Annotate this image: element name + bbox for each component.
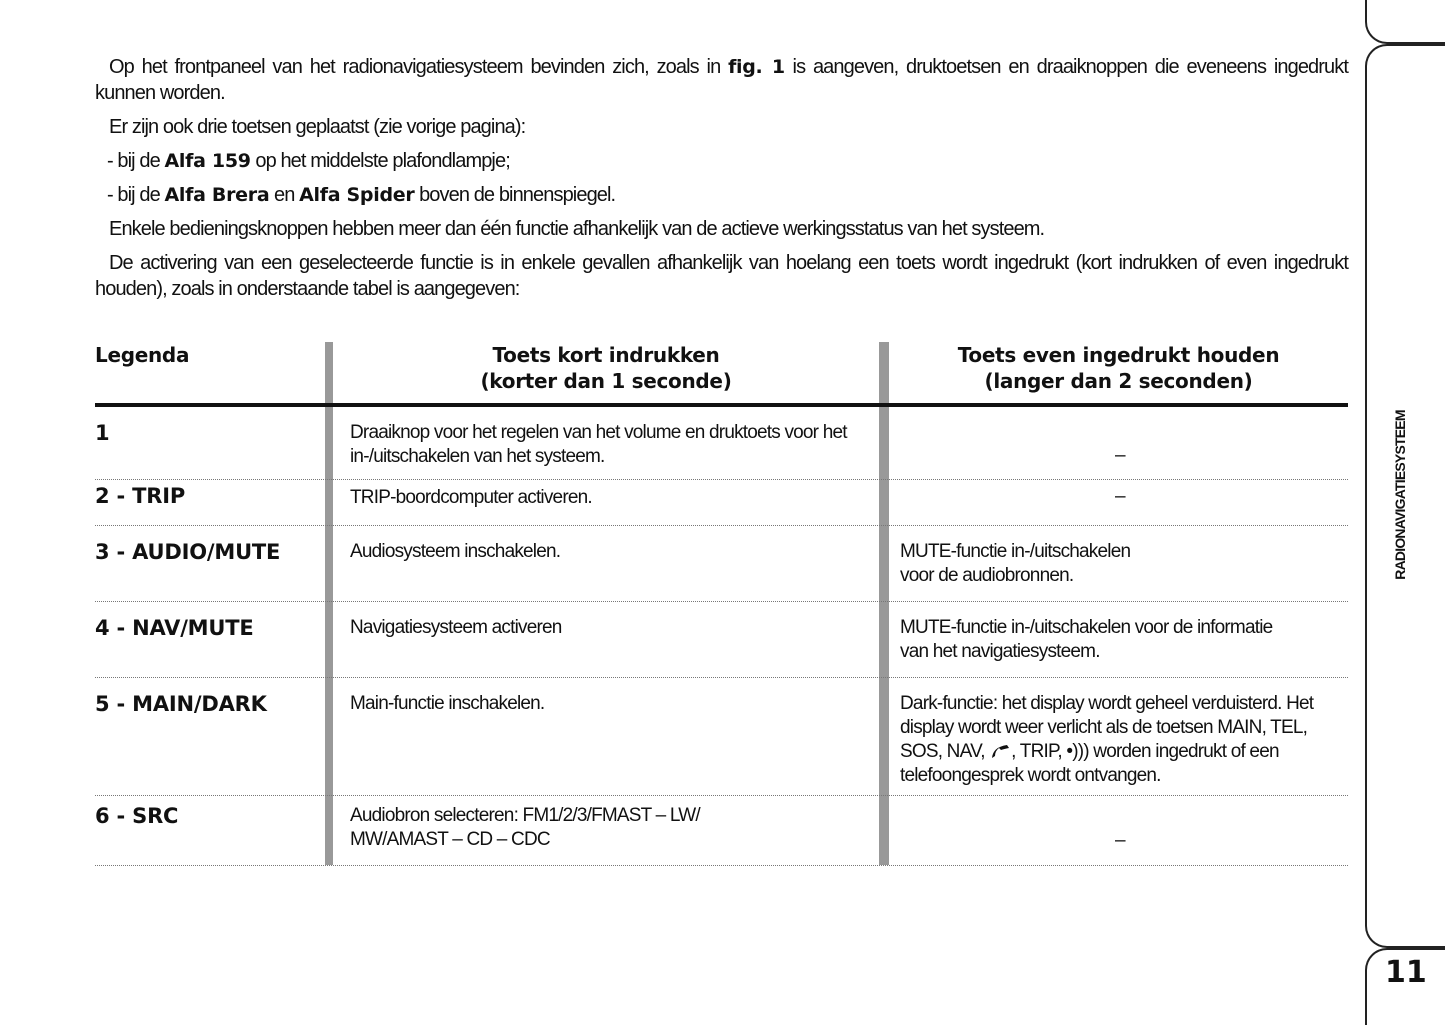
row-short: TRIP-boordcomputer activeren. bbox=[350, 487, 592, 508]
header-line: (korter dan 1 seconde) bbox=[480, 369, 732, 393]
page-number: 11 bbox=[1385, 955, 1427, 990]
row-long: – bbox=[1115, 445, 1126, 466]
text: Op het frontpaneel van het radionavigatiesysteem bevinden zich, zoals in bbox=[109, 56, 729, 78]
table-row bbox=[95, 480, 1348, 526]
row-long: MUTE-functie in-/uitschakelen voor de audiobronnen. bbox=[900, 541, 1131, 586]
paragraph: De activering van een geselecteerde functie is in enkele gevallen afhankelijk van hoelang een toets wordt ingedrukt (kort indrukken of even ingedrukt houden), zoals in onderstaande tabel is aangegeven: bbox=[95, 252, 1348, 300]
phone-icon bbox=[989, 742, 1011, 758]
row-short: Navigatiesysteem activeren bbox=[350, 617, 562, 638]
table-row bbox=[95, 526, 1348, 602]
row-key: 5 - MAIN/DARK bbox=[95, 692, 267, 716]
model-name: Alfa 159 bbox=[164, 150, 251, 172]
row-short: Main-functie inschakelen. bbox=[350, 693, 545, 714]
row-key: 2 - TRIP bbox=[95, 484, 186, 508]
table-row bbox=[95, 407, 1348, 480]
text: boven de binnenspiegel. bbox=[414, 184, 616, 206]
row-short: Audiosysteem inschakelen. bbox=[350, 541, 561, 562]
row-long bbox=[900, 692, 1348, 788]
paragraph bbox=[95, 54, 1348, 106]
figure-ref: fig. 1 bbox=[728, 56, 785, 78]
page-tab bbox=[1365, 0, 1445, 44]
voice-icon: •))) bbox=[1066, 741, 1089, 762]
row-key: 3 - AUDIO/MUTE bbox=[95, 540, 281, 564]
list-item bbox=[95, 148, 1348, 174]
text: - bij de bbox=[107, 150, 165, 172]
text: Dark-functie: het display wordt geheel verduisterd. Het display wordt weer verlicht als de toetsen MAIN, TEL, SOS, NAV, bbox=[900, 693, 1314, 762]
header-line: Toets even ingedrukt houden bbox=[957, 343, 1280, 367]
intro-text bbox=[95, 54, 1348, 310]
functions-table bbox=[95, 340, 1348, 865]
list-item bbox=[95, 182, 1348, 208]
text: op het middelste plafondlampje; bbox=[250, 150, 510, 172]
row-long: – bbox=[1115, 830, 1126, 851]
text: , TRIP, bbox=[1011, 741, 1067, 762]
model-name: Alfa Brera bbox=[164, 184, 270, 206]
section-title: RADIONAVIGATIESYSTEEM bbox=[1392, 410, 1408, 580]
header-short-press bbox=[333, 342, 879, 394]
model-name: Alfa Spider bbox=[299, 184, 415, 206]
text: - bij de bbox=[107, 184, 165, 206]
row-key: 1 bbox=[95, 421, 110, 445]
table-row bbox=[95, 678, 1348, 796]
table-row bbox=[95, 602, 1348, 678]
paragraph: Enkele bedieningsknoppen hebben meer dan één functie afhankelijk van de actieve werkingsstatus van het systeem. bbox=[109, 218, 1045, 240]
row-short: Draaiknop voor het regelen van het volume en druktoets voor het in-/uitschakelen van het systeem. bbox=[350, 422, 847, 467]
table-row bbox=[95, 796, 1348, 866]
header-long-press bbox=[889, 342, 1348, 394]
row-long: – bbox=[1115, 486, 1126, 507]
text: en bbox=[269, 184, 300, 206]
header-legenda: Legenda bbox=[95, 343, 190, 367]
row-short: Audiobron selecteren: FM1/2/3/FMAST – LW/ MW/AMAST – CD – CDC bbox=[350, 805, 700, 850]
row-key: 4 - NAV/MUTE bbox=[95, 616, 254, 640]
text: worden ingedrukt of een telefoongesprek wordt ontvangen. bbox=[900, 741, 1279, 786]
header-line: (langer dan 2 seconden) bbox=[984, 369, 1253, 393]
header-line: Toets kort indrukken bbox=[492, 343, 720, 367]
row-key: 6 - SRC bbox=[95, 804, 179, 828]
text: is aangeven, druktoetsen en draaiknoppen die eveneens ingedrukt kunnen worden. bbox=[95, 56, 1348, 104]
paragraph: Er zijn ook drie toetsen geplaatst (zie vorige pagina): bbox=[109, 116, 526, 138]
row-long: MUTE-functie in-/uitschakelen voor de informatie van het navigatiesysteem. bbox=[900, 617, 1273, 662]
